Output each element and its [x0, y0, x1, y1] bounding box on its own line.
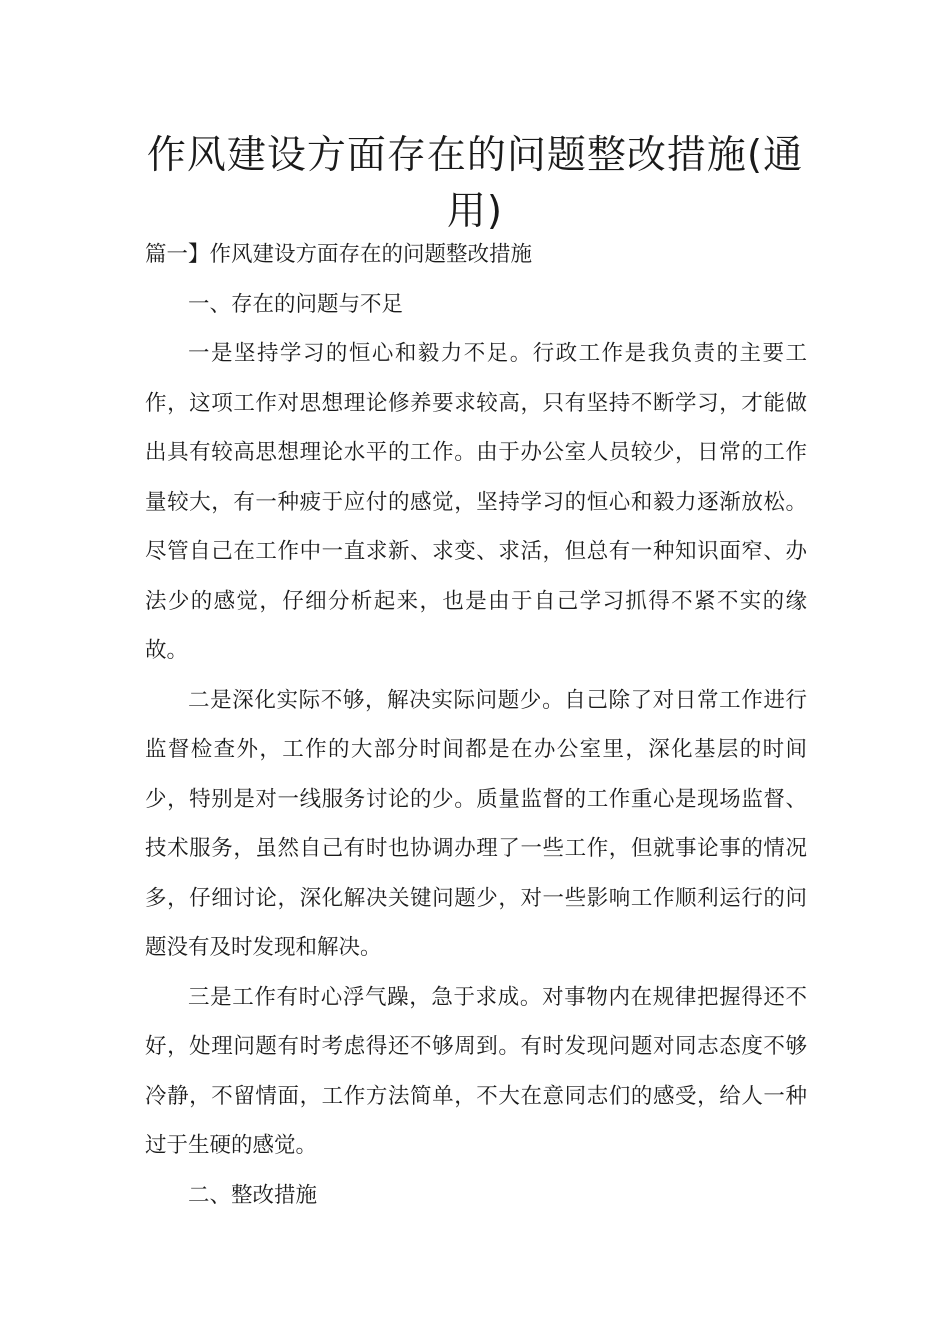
document-body	[145, 230, 807, 1220]
heading-measures: 二、整改措施	[188, 1182, 318, 1208]
section-header: 篇一】作风建设方面存在的问题整改措施	[145, 242, 533, 267]
document-title: 作风建设方面存在的问题整改措施(通用)	[146, 133, 804, 234]
paragraph-2: 二是深化实际不够，解决实际问题少。自己除了对日常工作进行监督检查外，工作的大部分时间都是在办公室里，深化基层的时间少，特别是对一线服务讨论的少。质量监督的工作重心是现场监督、技术服务，虽然自己有时也协调办理了一些工作，但就事论事的情况多，仔细讨论，深化解决关键问题少，对一些影响工作顺利运行的问题没有及时发现和解决。	[145, 687, 807, 960]
paragraph-3: 三是工作有时心浮气躁，急于求成。对事物内在规律把握得还不好，处理问题有时考虑得还不够周到。有时发现问题对同志态度不够冷静，不留情面，工作方法简单，不大在意同志们的感受，给人一种过于生硬的感觉。	[145, 984, 807, 1158]
heading-problems: 一、存在的问题与不足	[188, 291, 404, 317]
paragraph-1: 一是坚持学习的恒心和毅力不足。行政工作是我负责的主要工作，这项工作对思想理论修养要求较高，只有坚持不断学习，才能做出具有较高思想理论水平的工作。由于办公室人员较少，日常的工作量较大，有一种疲于应付的感觉，坚持学习的恒心和毅力逐渐放松。尽管自己在工作中一直求新、求变、求活，但总有一种知识面窄、办法少的感觉，仔细分析起来，也是由于自己学习抓得不紧不实的缘故。	[145, 341, 807, 663]
